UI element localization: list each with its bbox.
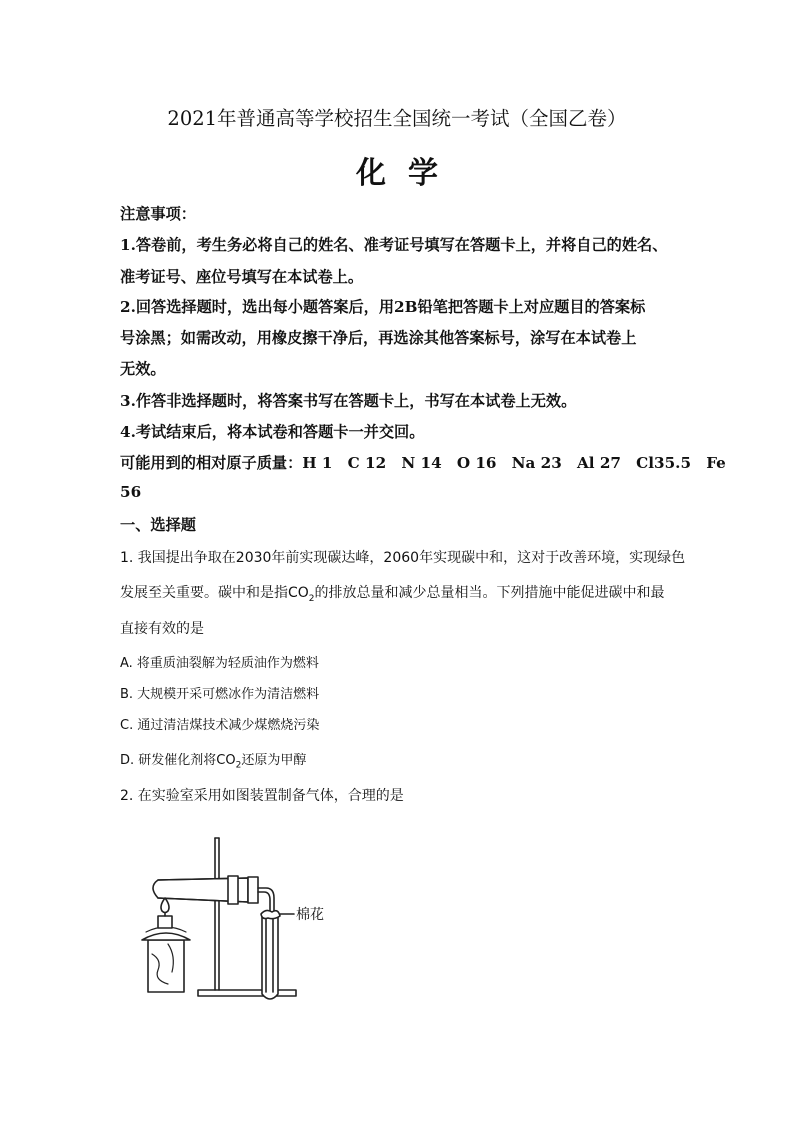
atomic-masses-line1: 可能用到的相对原子质量：H 1 C 12 N 14 O 16 Na 23 Al 27 Cl35.5 Fe (120, 454, 726, 472)
q1-option-a: A. 将重质油裂解为轻质油作为燃料 (120, 656, 319, 671)
cotton-label: 棉花 (296, 907, 324, 923)
exam-title: 2021年普通高等学校招生全国统一考试（全国乙卷） (167, 107, 627, 130)
q1-option-c: C. 通过清洁煤技术减少煤燃烧污染 (120, 718, 320, 733)
atomic-masses-line2: 56 (120, 483, 142, 501)
q1-line1: 1. 我国提出争取在2030年前实现碳达峰，2060年实现碳中和，这对于改善环境，实现绿色 (120, 550, 686, 566)
notice-item2-line3: 无效。 (120, 360, 166, 378)
notice-item3: 3.作答非选择题时，将答案书写在答题卡上，书写在本试卷上无效。 (120, 392, 577, 410)
notice-item2-line2: 号涂黑；如需改动，用橡皮擦干净后，再选涂其他答案标号，涂写在本试卷上 (120, 329, 637, 347)
notice-heading: 注意事项： (120, 205, 196, 223)
q1-option-d: D. 研发催化剂将$CO_2$还原为甲醇 (120, 753, 307, 771)
notice-item1-line1: 1.答卷前，考生务必将自己的姓名、准考证号填写在答题卡上，并将自己的姓名、 (120, 236, 668, 254)
co2-formula: $CO_2$ (216, 753, 242, 771)
co2-formula: $CO_2$ (288, 585, 315, 604)
notice-item2-line1: 2.回答选择题时，选出每小题答案后，用2B铅笔把答题卡上对应题目的答案标 (120, 298, 646, 316)
notice-item1-line2: 准考证号、座位号填写在本试卷上。 (120, 268, 363, 286)
q1-line2-b: 的排放总量和减少总量相当。下列措施中能促进碳中和最 (314, 585, 665, 601)
q1-line2-a: 发展至关重要。碳中和是指 (120, 585, 288, 601)
notice-item4: 4.考试结束后，将本试卷和答题卡一并交回。 (120, 423, 425, 441)
q2-line1: 2. 在实验室采用如图装置制备气体，合理的是 (120, 788, 404, 804)
q1-line2 (120, 582, 665, 604)
apparatus-figure (128, 832, 338, 1007)
q1-line3: 直接有效的是 (120, 621, 204, 637)
section-title: 一、选择题 (120, 516, 196, 534)
q1-option-b: B. 大规模开采可燃冰作为清洁燃料 (120, 687, 320, 702)
subject-title: 化学 (356, 156, 460, 191)
